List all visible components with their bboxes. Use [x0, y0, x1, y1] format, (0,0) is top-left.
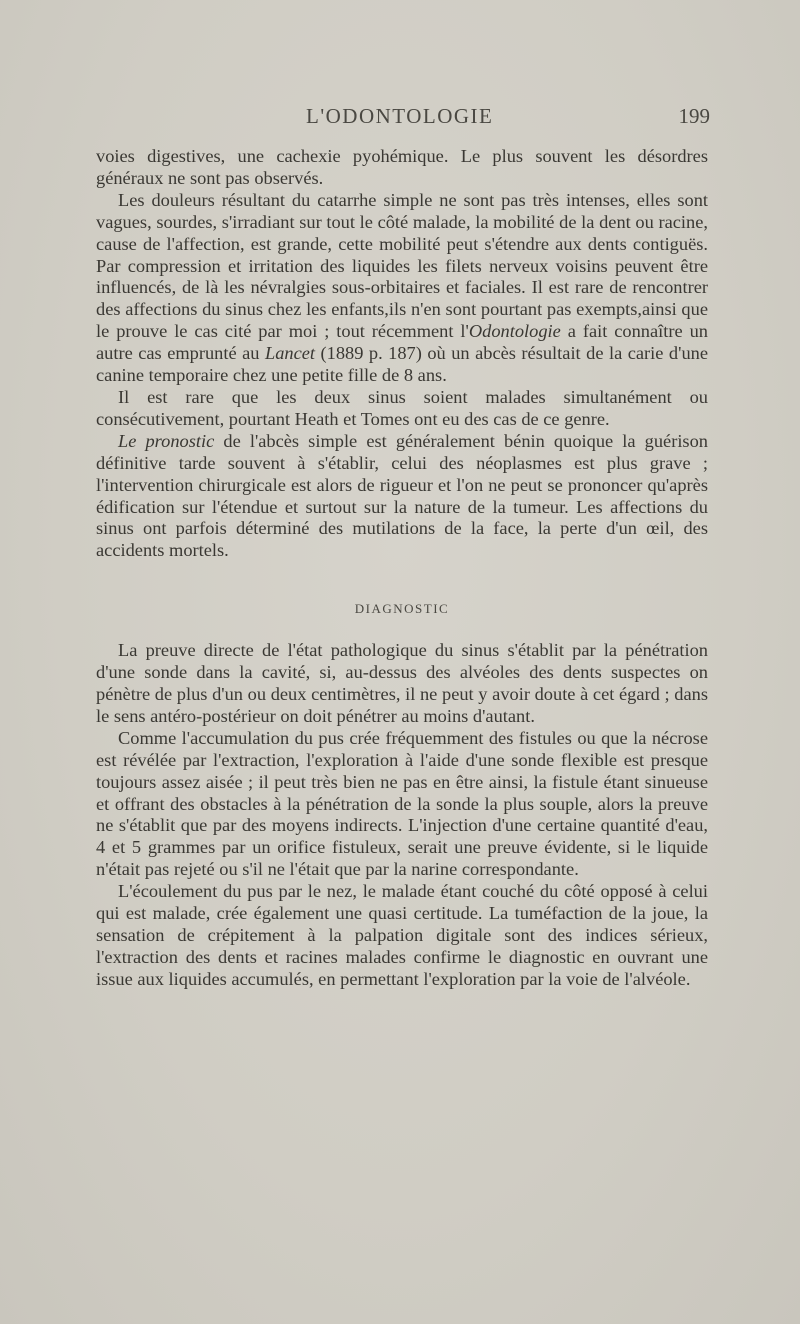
- running-head: [96, 104, 710, 134]
- journal-title-lancet: Lancet: [264, 343, 316, 364]
- body-text: [96, 146, 708, 991]
- running-title: L'ODONTOLOGIE: [306, 104, 494, 128]
- pronostic-term: Le pronostic: [118, 430, 215, 451]
- paragraph-1: voies digestives, une cachexie pyohémique. Le plus souvent les désordres généraux ne sont pas observés.: [96, 146, 708, 188]
- page-number: 199: [678, 104, 710, 128]
- paragraph-2-text-c: (1889 p. 187) où un abcès résultait de la carie d'une canine temporaire chez une petite fille de 8 ans.: [96, 343, 708, 386]
- paragraph-2: [96, 190, 708, 387]
- paragraph-2-text-b: a fait connaître un autre cas emprunté au: [96, 321, 708, 364]
- section-heading: DIAGNOSTIC: [354, 601, 450, 617]
- paragraph-6: Comme l'accumulation du pus crée fréquemment des fistules ou que la nécrose est révélée par l'extraction, l'exploration à l'aide d'une sonde flexible est presque toujours assez aisée ; il peut très bien ne pas en être ainsi, la fistule étant sinueuse et offrant des obstacles à la pénétration de la sonde la plus souple, alors la preuve ne s'établit que par des moyens indirects. L'injection d'une certaine quantité d'eau, 4 et 5 grammes par un orifice fistuleux, serait une preuve évidente, si le liquide n'était pas rejeté ou s'il ne l'était que par la narine correspondante.: [96, 727, 708, 880]
- paragraph-3: Il est rare que les deux sinus soient malades simultanément ou consécutivement, pourtant Heath et Tomes ont eu des cas de ce genre.: [96, 386, 708, 429]
- paragraph-2-text-a: Les douleurs résultant du catarrhe simple ne sont pas très intenses, elles sont vagues, sourdes, s'irradiant sur tout le côté malade, la mobilité de la dent ou racine, cause de l'affection, est grande, cette mobilité peut s'étendre aux dents contiguës. Par compression et irritation des liquides les filets nerveux voisins peuvent être influencés, de là les névralgies sous-orbitaires et faciales. Il est rare de rencontrer des affections du sinus chez les enfants,ils n'en sont pourtant pas exempts,ainsi que le prouve le cas cité par moi ; tout récemment l': [96, 189, 708, 342]
- paragraph-7: L'écoulement du pus par le nez, le malade étant couché du côté opposé à celui qui est malade, crée également une quasi certitude. La tuméfaction de la joue, la sensation de crépitement à la palpation digitale sont des indices sérieux, l'extraction des dents et racines malades confirme le diagnostic en ouvrant une issue aux liquides accumulés, en permettant l'exploration par la voie de l'alvéole.: [96, 881, 708, 989]
- paragraph-4: [96, 431, 708, 562]
- paragraph-5: La preuve directe de l'état pathologique du sinus s'établit par la pénétration d'une sonde dans la cavité, si, au-dessus des alvéoles des dents suspectes on pénètre de plus d'un ou deux centimètres, il ne peut y avoir doute à cet égard ; dans le sens antéro-postérieur on doit pénétrer au moins d'autant.: [96, 640, 708, 726]
- paragraph-4-text: de l'abcès simple est généralement bénin quoique la guérison définitive tarde souvent à s'établir, celui des néoplasmes est plus grave ; l'intervention chirurgicale est alors de rigueur et l'on ne peut se prononcer qu'après édification sur l'étendue et surtout sur la nature de la tumeur. Les affections du sinus ont parfois déterminé des mutilations de la face, la perte d'un œil, des accidents mortels.: [96, 430, 708, 561]
- journal-title-odontologie: Odontologie: [468, 321, 561, 342]
